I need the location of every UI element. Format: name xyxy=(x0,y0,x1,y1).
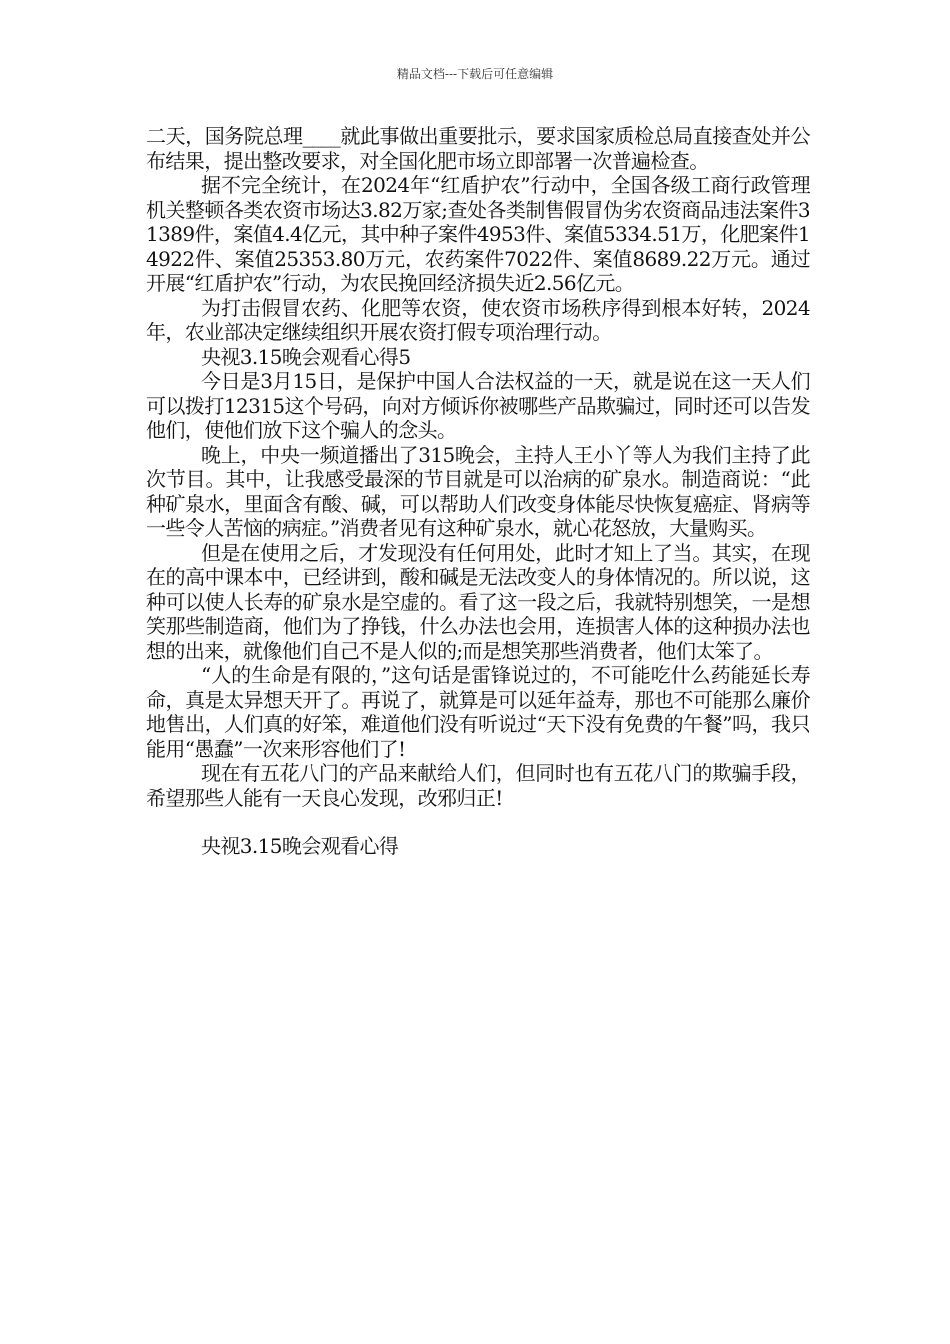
section-heading: 央视3.15晚会观看心得5 xyxy=(201,344,411,369)
page-header: 精品文档---下载后可任意编辑 xyxy=(396,67,554,81)
paragraph-conclusion: 现在有五花八门的产品来献给人们，但同时也有五花八门的欺骗手段，希望那些人能有一天良心发现，改邪归正! xyxy=(146,761,810,810)
paragraph-after-use: 但是在使用之后，才发现没有任何用处，此时才知上了当。其实，在现在的高中课本中，已经讲到，酸和碱是无法改变人的身体情况的。所以说，这种可以使人长寿的矿泉水是空虚的。看了这一段之后，我就特别想笑，一是想笑那些制造商，他们为了挣钱，什么办法也会用，连损害人体的这种损办法也想的出来，就像他们自己不是人似的;而是想笑那些消费者，他们太笨了。 xyxy=(146,540,810,663)
paragraph-march-15: 今日是3月15日，是保护中国人合法权益的一天，就是说在这一天人们可以拨打12315这个号码，向对方倾诉你被哪些产品欺骗过，同时还可以告发他们，使他们放下这个骗人的念头。 xyxy=(146,369,810,442)
paragraph-evening-show: 晚上，中央一频道播出了315晚会，主持人王小丫等人为我们主持了此次节目。其中，让我感受最深的节目就是可以治病的矿泉水。制造商说：“此种矿泉水，里面含有酸、碱，可以帮助人们改变身体能尽快恢复癌症、肾病等一些令人苦恼的病症。”消费者见有这种矿泉水，就心花怒放，大量购买。 xyxy=(146,442,810,540)
document-body xyxy=(146,124,810,859)
paragraph-crackdown: 为打击假冒农药、化肥等农资，使农资市场秩序得到根本好转，2024年，农业部决定继续组织开展农资打假专项治理行动。 xyxy=(146,295,810,344)
blank-line xyxy=(146,810,810,834)
paragraph-life-limited: “人的生命是有限的，”这句话是雷锋说过的，不可能吃什么药能延长寿命，真是太异想天开了。再说了，就算是可以延年益寿，那也不可能那么廉价地售出，人们真的好笨，难道他们没有听说过“天下没有免费的午餐”吗，我只能用“愚蠢”一次来形容他们了! xyxy=(146,663,810,761)
paragraph-continued: 二天，国务院总理____就此事做出重要批示，要求国家质检总局直接查处并公布结果，提出整改要求，对全国化肥市场立即部署一次普遍检查。 xyxy=(146,124,810,173)
paragraph-statistics: 据不完全统计，在2024年“红盾护农”行动中，全国各级工商行政管理机关整顿各类农资市场达3.82万家;查处各类制售假冒伪劣农资商品违法案件31389件，案值4.4亿元，其中种子案件4953件、案值5334.51万，化肥案件14922件、案值25353.80万元，农药案件7022件、案值8689.22万元。通过开展“红盾护农”行动，为农民挽回经济损失近2.56亿元。 xyxy=(146,173,810,295)
closing-heading: 央视3.15晚会观看心得 xyxy=(201,834,399,858)
